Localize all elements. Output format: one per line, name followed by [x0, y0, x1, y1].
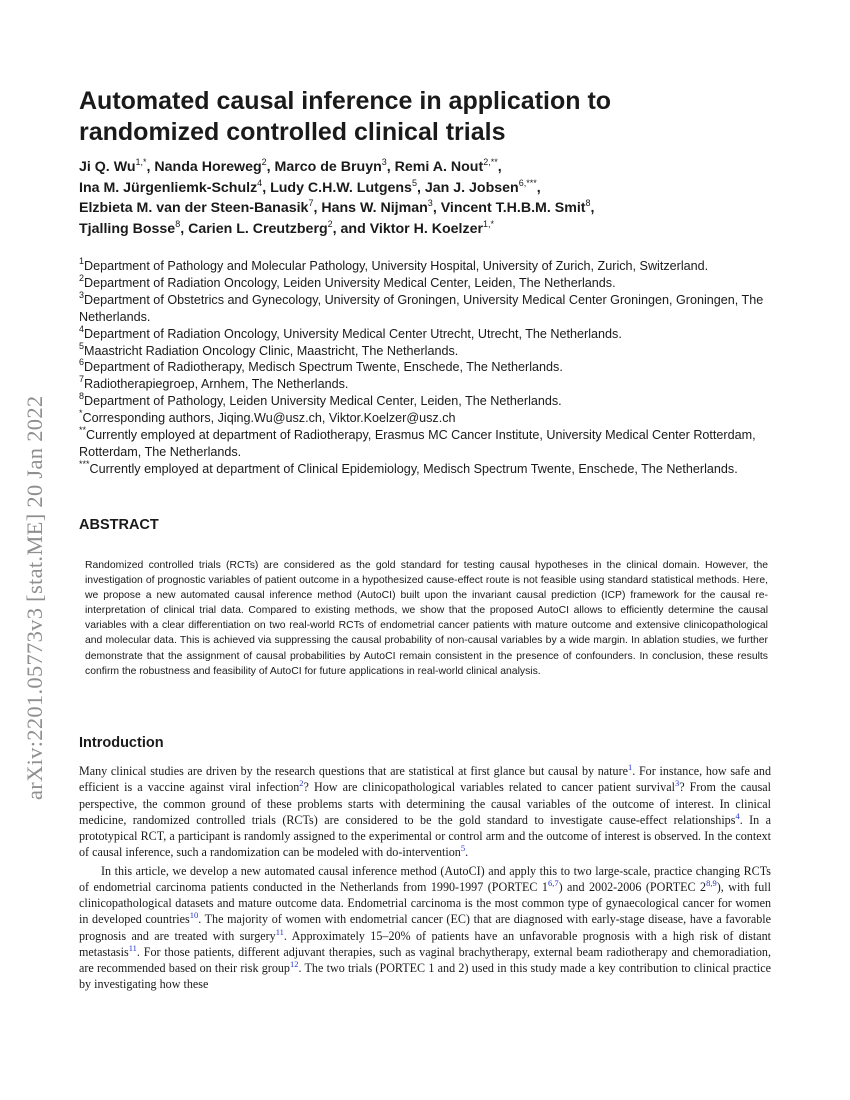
- author-name: Vincent T.H.B.M. Smit: [440, 200, 586, 216]
- affiliation-item: [79, 427, 771, 461]
- author-name: Hans W. Nijman: [321, 200, 428, 216]
- paragraph-text: ) and 2002-2006 (PORTEC 2: [558, 879, 707, 894]
- affiliation-item: [79, 258, 771, 275]
- abstract-body: Randomized controlled trials (RCTs) are considered as the gold standard for testing causal hypotheses in the clinical domain. However, the investigation of prognostic variables of patient outcome in a hypothesized cause-effect route is not feasible using standard statistical methods. Here, we propose a new automated causal inference method (AutoCI) built upon the invariant causal prediction (ICP) framework for the causal re-interpretation of clinical trial data. Compared to existing methods, we show that the proposed AutoCI allows to efficiently determine the causal variables with a clear differentiation on two real-world RCTs of endometrial cancer patients with mature outcome and extensive clinicopathological and molecular data. This is achieved via suppressing the causal probability of non-causal variables by a wide margin. In ablation studies, we further demonstrate that the assignment of causal probabilities by AutoCI remain consistent in the presence of confounders. In conclusion, these results confirm the robustness and feasibility of AutoCI for future applications in real-world clinical analysis.: [85, 560, 768, 677]
- author: [275, 159, 395, 175]
- author-name: Ina M. Jürgenliemk-Schulz: [79, 179, 258, 196]
- paragraph-text: Many clinical studies are driven by the research questions that are statistical at first glance but causal by nature: [79, 764, 628, 778]
- affiliation-mark: 4: [79, 323, 85, 334]
- affiliation-mark: 5: [79, 340, 85, 351]
- author-separator: ,: [432, 200, 441, 216]
- citation-link[interactable]: 5: [460, 843, 466, 854]
- citation-link[interactable]: 1: [627, 762, 633, 772]
- author-affiliation-mark: 8: [585, 198, 591, 208]
- author: [395, 159, 502, 175]
- author-affiliation-mark: 8: [175, 218, 181, 229]
- author-affiliation-mark: 4: [257, 177, 263, 188]
- affiliation-mark: 2: [79, 272, 85, 283]
- author: [441, 200, 595, 216]
- affiliation-item: [79, 410, 771, 427]
- author-separator: ,: [146, 159, 155, 175]
- affiliation-text: Corresponding authors, Jiqing.Wu@usz.ch, Viktor.Koelzer@usz.ch: [82, 411, 456, 426]
- affiliation-text: Department of Pathology, Leiden University Medical Center, Leiden, The Netherlands.: [84, 394, 562, 409]
- author: [424, 177, 541, 196]
- paragraph-text: In this article, we develop a new automated causal inference method (AutoCI) and apply this to two large-scale, practice changing RCTs of endometrial carcinoma patients conducted in the Netherlands from 1990-1997 (PORTEC 1: [79, 863, 771, 894]
- affiliation-text: Department of Pathology and Molecular Pathology, University Hospital, University of Zurich, Zurich, Switzerland.: [84, 259, 709, 273]
- paragraph-text: ), with full clinicopathological datasets and mature outcome data. Endometrial carcinoma is the most common type of gynaecological cancer for women in developed countries: [79, 879, 771, 927]
- affiliation-mark: 7: [79, 374, 85, 385]
- author-name: Marco de Bruyn: [274, 159, 382, 175]
- author-affiliation-mark: 1,*: [483, 218, 495, 229]
- title-line-2: randomized controlled clinical trials: [79, 118, 506, 146]
- paragraph-text: . For those patients, different adjuvant therapies, such as vaginal brachytherapy, external beam radiotherapy and chemoradiation, are recommended based on their risk group: [79, 944, 771, 975]
- paragraph-text: ? From the causal perspective, the common ground of these problems starts with determining the causal variables of the outcome of interest. In clinical medicine, randomized controlled trials (RCTs) are considered to be the gold standard to investigate cause-effect relationships: [79, 780, 772, 827]
- introduction-paragraph: [79, 763, 771, 861]
- author-name: Elzbieta M. van der Steen-Banasik: [79, 200, 309, 216]
- author-affiliation-mark: 5: [411, 177, 417, 188]
- author-separator: ,: [590, 200, 595, 216]
- citation-link[interactable]: 11: [275, 926, 284, 937]
- paragraph-text: .: [465, 845, 469, 860]
- author-separator: ,: [180, 220, 189, 237]
- affiliation-item: [79, 340, 771, 360]
- affiliation-item: [79, 323, 771, 343]
- author-separator: ,: [313, 200, 322, 216]
- affiliation-list: [79, 258, 771, 478]
- affiliation-mark: ***: [79, 458, 90, 469]
- author: [79, 159, 154, 175]
- abstract-heading: ABSTRACT: [79, 517, 159, 533]
- paragraph-text: . For instance, how safe and efficient is a vaccine against viral infection: [79, 764, 771, 795]
- author-affiliation-mark: 2,**: [483, 157, 498, 167]
- author-name: Ji Q. Wu: [79, 159, 136, 175]
- affiliation-text: Department of Obstetrics and Gynecology, University of Groningen, University Medical Center Groningen, Groningen, The Netherlands.: [79, 292, 764, 324]
- author-name: Ludy C.H.W. Lutgens: [270, 179, 412, 196]
- author: [79, 177, 271, 196]
- paragraph-text: . Approximately 15–20% of patients have an unfavorable prognosis with a high risk of distant metastasis: [79, 928, 772, 959]
- author-name: Remi A. Nout: [394, 159, 484, 175]
- affiliation-mark: **: [79, 425, 87, 436]
- author-name: Tjalling Bosse: [79, 220, 176, 237]
- affiliation-text: Maastricht Radiation Oncology Clinic, Maastricht, The Netherlands.: [84, 343, 459, 358]
- author-affiliation-mark: 2: [327, 218, 333, 229]
- affiliation-text: Currently employed at department of Clinical Epidemiology, Medisch Spectrum Twente, Enschede, The Netherlands.: [89, 461, 738, 476]
- title-line-1: Automated causal inference in application to: [79, 87, 612, 115]
- author-name: Nanda Horeweg: [154, 159, 262, 175]
- affiliation-item: [79, 272, 771, 292]
- author-affiliation-mark: 1,*: [135, 157, 147, 167]
- affiliation-item: [79, 393, 771, 410]
- author-separator: ,: [416, 179, 425, 196]
- affiliation-mark: 3: [79, 289, 85, 300]
- citation-link[interactable]: 11: [128, 942, 137, 953]
- arxiv-identifier-stamp: arXiv:2201.05773v3 [stat.ME] 20 Jan 2022: [22, 395, 47, 800]
- author-separator: ,: [262, 179, 271, 196]
- paragraph-text: . In a prototypical RCT, a participant is randomly assigned to the experimental or control arm and the outcome of interest is observed. In the context of causal inference, such a randomization can be modeled with do-intervention: [79, 812, 771, 860]
- author: [369, 218, 495, 237]
- affiliation-text: Department of Radiation Oncology, University Medical Center Utrecht, Utrecht, The Netherlands.: [84, 326, 622, 341]
- author-separator: ,: [497, 159, 502, 175]
- citation-link[interactable]: 2: [299, 778, 304, 789]
- affiliation-item: [79, 359, 771, 376]
- author: [321, 200, 440, 216]
- paper-title: [79, 86, 771, 148]
- paragraph-text: . The majority of women with endometrial cancer (EC) that are diagnosed with early-stage disease, have a favorable prognosis and are treated with surgery: [79, 912, 771, 943]
- author-separator: ,: [536, 179, 541, 196]
- author-separator: , and: [332, 220, 370, 237]
- citation-link[interactable]: 12: [289, 959, 299, 969]
- author-list: [79, 157, 771, 239]
- citation-link[interactable]: 6,7: [547, 877, 559, 888]
- author-affiliation-mark: 7: [308, 198, 314, 208]
- author-affiliation-mark: 6,***: [518, 177, 537, 188]
- author-separator: ,: [386, 159, 395, 175]
- affiliation-item: [79, 289, 771, 326]
- author-name: Jan J. Jobsen: [424, 179, 519, 196]
- author-affiliation-mark: 3: [427, 198, 433, 208]
- affiliation-text: Currently employed at department of Radiotherapy, Erasmus MC Cancer Institute, University Medical Center Rotterdam, Rotterdam, The Netherlands.: [79, 428, 756, 459]
- author: [270, 177, 425, 196]
- citation-link[interactable]: 4: [735, 810, 740, 821]
- author-name: Carien L. Creutzberg: [188, 220, 328, 237]
- affiliation-item: [79, 376, 771, 393]
- affiliation-item: [79, 458, 771, 478]
- introduction-body: [79, 763, 771, 993]
- paragraph-text: . The two trials (PORTEC 1 and 2) used in this study made a key contribution to clinical practice by investigating how these: [79, 961, 771, 992]
- author: [79, 218, 189, 237]
- author-name: Viktor H. Koelzer: [369, 220, 483, 237]
- citation-link[interactable]: 10: [189, 910, 199, 921]
- author-separator: ,: [266, 159, 275, 175]
- affiliation-mark: 6: [79, 357, 85, 368]
- affiliation-mark: *: [79, 408, 83, 419]
- author-affiliation-mark: 3: [381, 157, 387, 167]
- author: [188, 218, 370, 237]
- affiliation-text: Radiotherapiegroep, Arnhem, The Netherlands.: [84, 377, 349, 392]
- citation-link[interactable]: 3: [674, 778, 680, 789]
- affiliation-text: Department of Radiotherapy, Medisch Spectrum Twente, Enschede, The Netherlands.: [84, 360, 563, 375]
- introduction-paragraph: [79, 863, 771, 993]
- affiliation-text: Department of Radiation Oncology, Leiden University Medical Center, Leiden, The Netherlands.: [84, 275, 616, 290]
- author: [154, 159, 274, 175]
- author-affiliation-mark: 2: [261, 157, 267, 167]
- introduction-heading: Introduction: [79, 735, 164, 751]
- affiliation-mark: 1: [79, 256, 85, 266]
- author: [79, 200, 321, 216]
- paragraph-text: ? How are clinicopathological variables related to cancer patient survival: [303, 780, 675, 795]
- citation-link[interactable]: 8,9: [706, 877, 717, 888]
- affiliation-mark: 8: [79, 391, 85, 402]
